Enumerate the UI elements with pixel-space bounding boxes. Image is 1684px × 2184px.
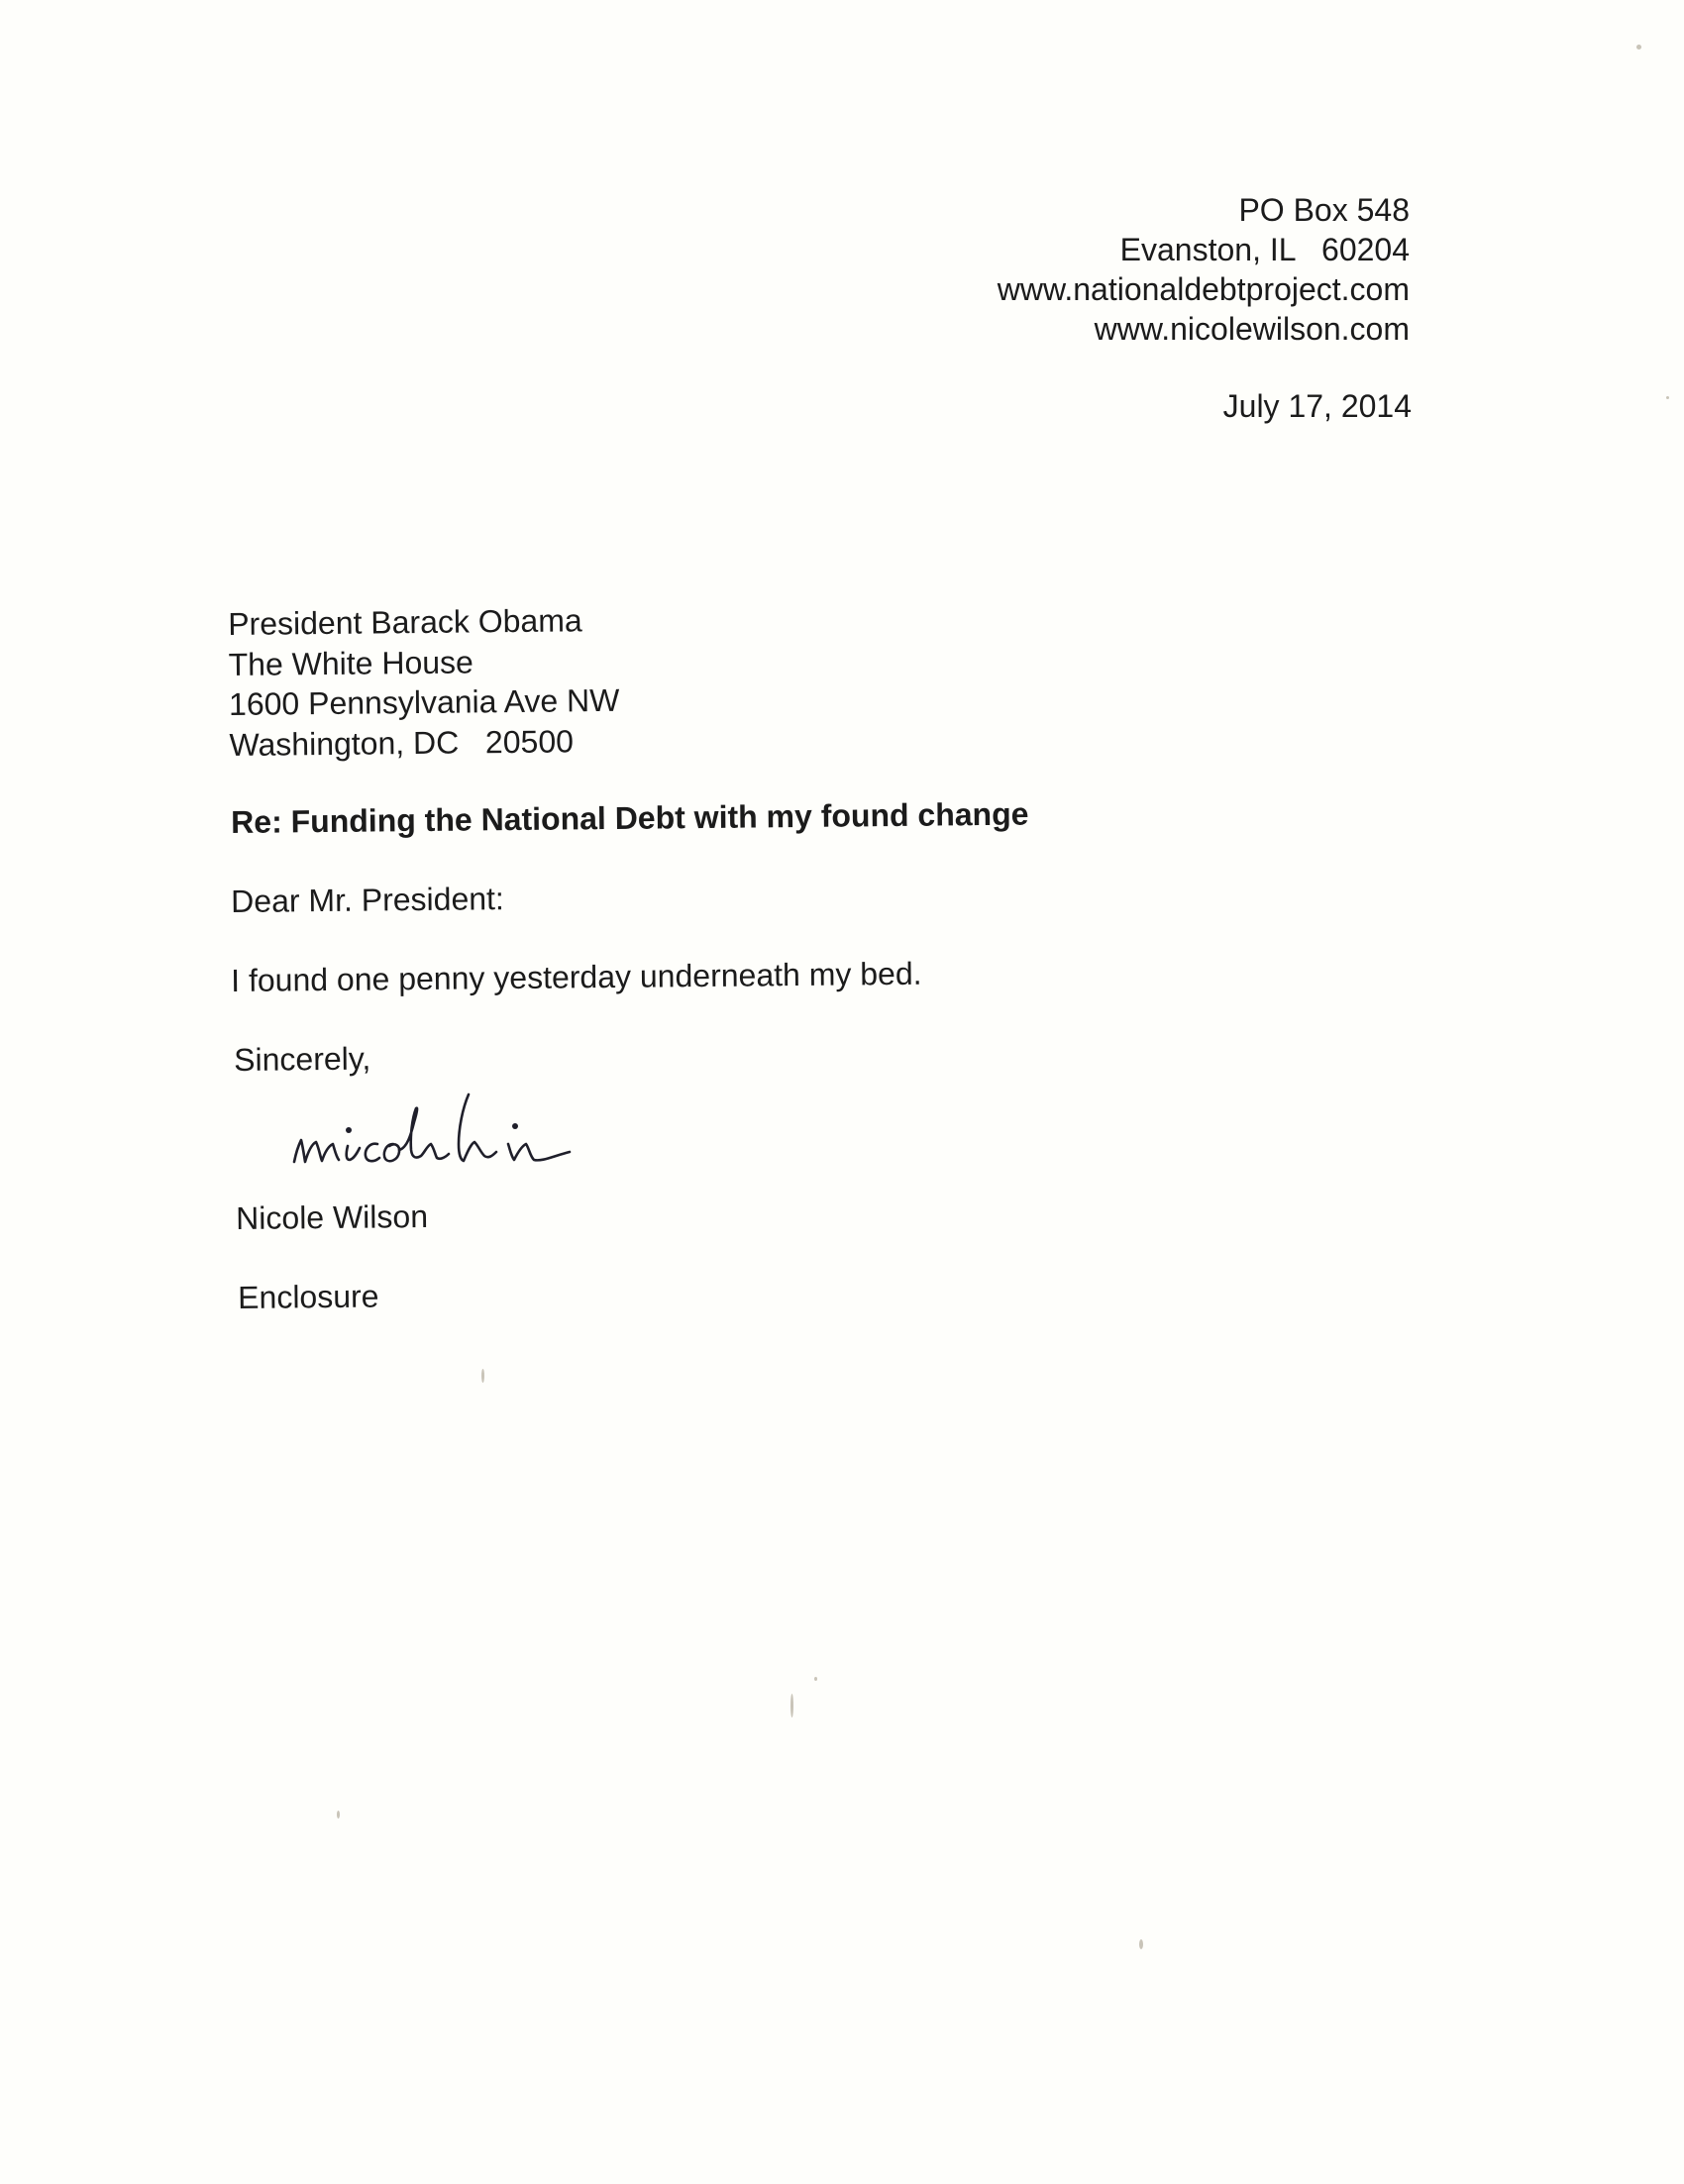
salutation: Dear Mr. President: bbox=[231, 881, 505, 919]
subject-line: Re: Funding the National Debt with my found change bbox=[231, 795, 1029, 840]
paper-speck bbox=[481, 1369, 484, 1383]
sender-website-1: www.nationaldebtproject.com bbox=[997, 271, 1410, 307]
closing: Sincerely, bbox=[234, 1040, 371, 1078]
paper-speck bbox=[1666, 396, 1669, 399]
letter-date: July 17, 2014 bbox=[1222, 388, 1412, 424]
handwritten-signature bbox=[282, 1065, 669, 1184]
recipient-name: President Barack Obama bbox=[228, 602, 582, 642]
sender-website-2: www.nicolewilson.com bbox=[1094, 311, 1410, 347]
paper-speck bbox=[814, 1677, 817, 1681]
recipient-street: 1600 Pennsylvania Ave NW bbox=[228, 681, 620, 722]
paper-speck bbox=[1636, 45, 1641, 50]
signer-name: Nicole Wilson bbox=[236, 1197, 429, 1236]
paper-speck bbox=[1139, 1939, 1143, 1949]
recipient-city-state-zip: Washington, DC 20500 bbox=[229, 722, 575, 763]
sender-po-box: PO Box 548 bbox=[1238, 192, 1410, 228]
letter-body: I found one penny yesterday underneath my bed. bbox=[231, 955, 922, 998]
paper-speck bbox=[790, 1694, 793, 1717]
recipient-organization: The White House bbox=[228, 643, 474, 682]
enclosure-note: Enclosure bbox=[238, 1278, 379, 1315]
sender-address-block bbox=[998, 190, 1410, 349]
recipient-address-block bbox=[228, 600, 620, 765]
paper-speck bbox=[337, 1811, 340, 1819]
sender-city-state-zip: Evanston, IL 60204 bbox=[1119, 232, 1410, 267]
